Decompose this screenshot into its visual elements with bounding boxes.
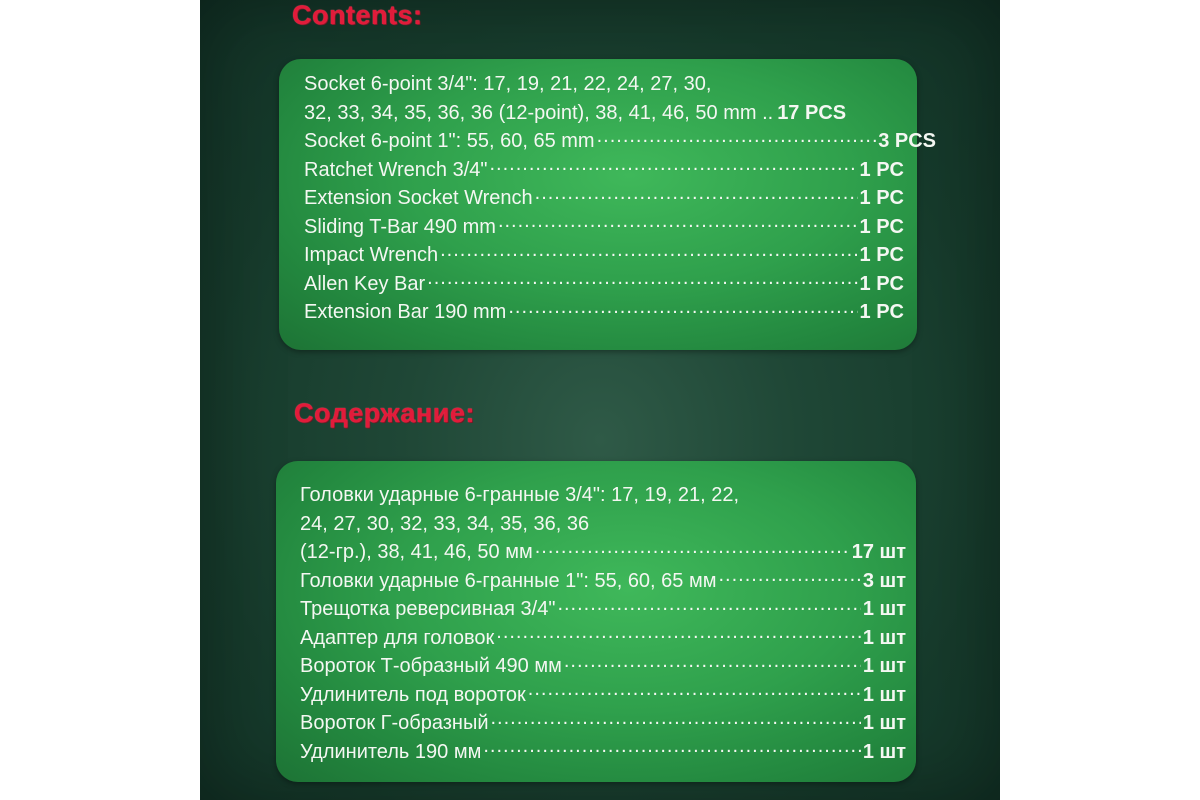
dot-leader (535, 184, 858, 204)
dot-leader (564, 652, 861, 672)
dot-leader (557, 595, 860, 615)
item-quantity: 1 шт (862, 740, 906, 763)
list-item (304, 127, 936, 156)
item-name: Адаптер для головок (300, 626, 495, 649)
list-item (300, 510, 906, 539)
list-item (304, 99, 936, 128)
dot-leader (528, 681, 861, 701)
item-quantity: 17 шт (851, 541, 906, 563)
contents-heading-en: Contents: (292, 0, 423, 30)
item-name: 24, 27, 30, 32, 33, 34, 35, 36, 36 (300, 512, 590, 535)
item-quantity: 1 PC (859, 272, 904, 295)
dot-leader (508, 298, 857, 318)
list-item (304, 184, 904, 213)
item-quantity: 1 PC (859, 187, 904, 209)
item-name: Impact Wrench (304, 244, 439, 266)
item-quantity: 17 PCS (777, 101, 847, 124)
item-quantity: 1 шт (862, 683, 906, 706)
item-name: Трещотка реверсивная 3/4" (300, 598, 556, 620)
item-quantity: 1 PC (859, 158, 904, 181)
dot-leader (535, 538, 850, 558)
item-quantity: 3 шт (862, 569, 906, 592)
list-item (304, 270, 904, 299)
item-name: Вороток Г-образный (300, 712, 489, 734)
dot-leader (496, 624, 861, 644)
item-quantity: 3 PCS (878, 130, 936, 152)
item-name: Socket 6-point 1": 55, 60, 65 mm (304, 130, 595, 152)
item-name: Socket 6-point 3/4": 17, 19, 21, 22, 24, 27, 30, (304, 73, 712, 95)
item-name: 32, 33, 34, 35, 36, 36 (12-point), 38, 41, 46, 50 mm .. (304, 101, 774, 124)
item-quantity: 1 PC (859, 301, 904, 323)
list-item (300, 738, 906, 767)
dot-leader (491, 709, 861, 729)
item-name: Sliding T-Bar 490 mm (304, 215, 496, 238)
item-name: Ratchet Wrench 3/4" (304, 158, 488, 181)
dot-leader (718, 567, 860, 587)
list-item (300, 538, 906, 567)
item-quantity: 1 шт (862, 712, 906, 734)
contents-list-ru (300, 481, 906, 766)
dot-leader (483, 738, 861, 758)
item-name: Extension Bar 190 mm (304, 301, 507, 323)
contents-heading-ru: Содержание: (294, 398, 475, 428)
dot-leader (498, 213, 858, 233)
list-item (304, 70, 936, 99)
item-name: Головки ударные 6-гранные 1": 55, 60, 65 мм (300, 569, 717, 592)
dot-leader (440, 241, 857, 261)
item-name: Extension Socket Wrench (304, 187, 533, 209)
item-name: (12-гр.), 38, 41, 46, 50 мм (300, 541, 533, 563)
list-item (300, 567, 906, 596)
list-item (304, 213, 904, 242)
item-quantity: 1 шт (862, 626, 906, 649)
item-name: Головки ударные 6-гранные 3/4": 17, 19, 21, 22, (300, 484, 740, 506)
list-item (300, 481, 906, 510)
item-name: Удлинитель под вороток (300, 683, 526, 706)
list-item (304, 298, 904, 327)
item-name: Allen Key Bar (304, 272, 426, 295)
list-item (304, 156, 904, 185)
item-quantity: 1 шт (862, 655, 906, 677)
list-item (300, 624, 906, 653)
list-item (300, 652, 906, 681)
item-quantity: 1 PC (859, 215, 904, 238)
list-item (304, 241, 904, 270)
list-item (300, 681, 906, 710)
contents-list-en (304, 70, 936, 327)
item-quantity: 1 PC (859, 244, 904, 266)
dot-leader (597, 127, 877, 147)
list-item (300, 595, 906, 624)
list-item (300, 709, 906, 738)
item-name: Удлинитель 190 мм (300, 740, 482, 763)
dot-leader (490, 156, 858, 176)
dot-leader (427, 270, 857, 290)
item-quantity: 1 шт (862, 598, 906, 620)
item-name: Вороток Т-образный 490 мм (300, 655, 562, 677)
